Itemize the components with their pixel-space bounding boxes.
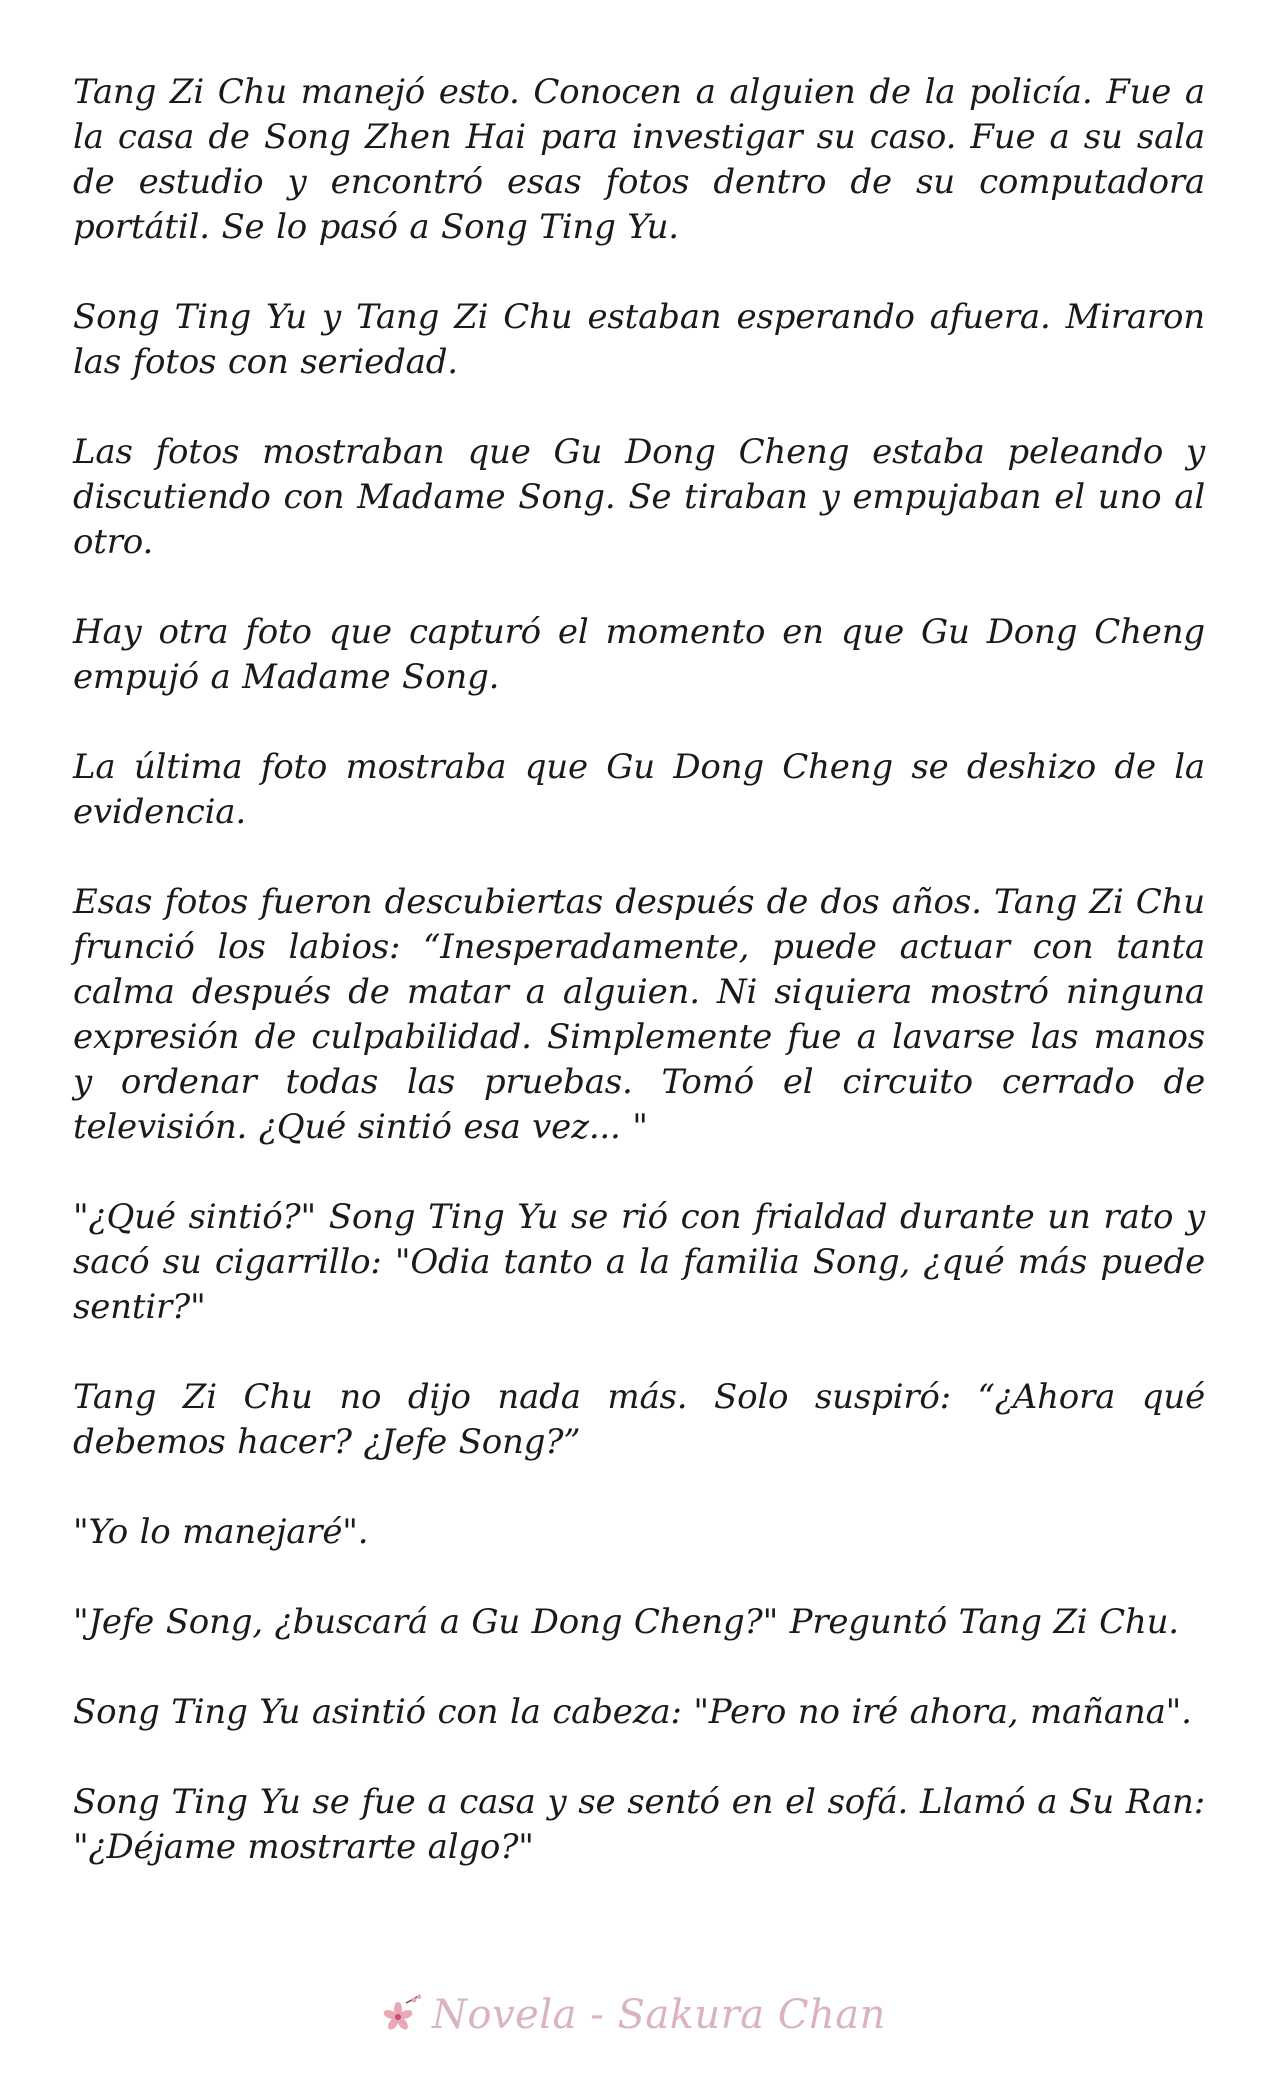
document-body xyxy=(73,70,1205,1915)
paragraph-4: Hay otra foto que capturó el momento en que Gu Dong Cheng empujó a Madame Song. xyxy=(73,612,1205,697)
paragraph-6: Esas fotos fueron descubiertas después de dos años. Tang Zi Chu frunció los labios: “Inesperadamente, puede actuar con tanta calma después de matar a alguien. Ni siquiera mostró ninguna expresión de culpabilidad. Simplemente fue a lavarse las manos y ordenar todas las pruebas. Tomó el circuito cerrado de televisión. ¿Qué sintió esa vez... " xyxy=(73,882,1205,1147)
paragraph-9: "Yo lo manejaré". xyxy=(73,1512,369,1552)
paragraph-11: Song Ting Yu asintió con la cabeza: "Pero no iré ahora, mañana". xyxy=(73,1692,1192,1732)
watermark xyxy=(380,1985,920,2045)
paragraph-12: Song Ting Yu se fue a casa y se sentó en el sofá. Llamó a Su Ran: "¿Déjame mostrarte algo?" xyxy=(73,1782,1205,1867)
paragraph-10: "Jefe Song, ¿buscará a Gu Dong Cheng?" Preguntó Tang Zi Chu. xyxy=(73,1602,1179,1642)
paragraph-7: "¿Qué sintió?" Song Ting Yu se rió con frialdad durante un rato y sacó su cigarrillo: "Odia tanto a la familia Song, ¿qué más puede sentir?" xyxy=(73,1197,1205,1327)
watermark-text: Novela - Sakura Chan xyxy=(432,1992,886,2038)
sakura-flower-icon xyxy=(380,1993,424,2037)
paragraph-8: Tang Zi Chu no dijo nada más. Solo suspiró: “¿Ahora qué debemos hacer? ¿Jefe Song?” xyxy=(73,1377,1205,1462)
paragraph-1: Tang Zi Chu manejó esto. Conocen a alguien de la policía. Fue a la casa de Song Zhen Hai para investigar su caso. Fue a su sala de estudio y encontró esas fotos dentro de su computadora portátil. Se lo pasó a Song Ting Yu. xyxy=(73,72,1205,247)
paragraph-5: La última foto mostraba que Gu Dong Cheng se deshizo de la evidencia. xyxy=(73,747,1205,832)
paragraph-2: Song Ting Yu y Tang Zi Chu estaban esperando afuera. Miraron las fotos con seriedad. xyxy=(73,297,1205,382)
paragraph-3: Las fotos mostraban que Gu Dong Cheng estaba peleando y discutiendo con Madame Song. Se tiraban y empujaban el uno al otro. xyxy=(73,432,1205,562)
